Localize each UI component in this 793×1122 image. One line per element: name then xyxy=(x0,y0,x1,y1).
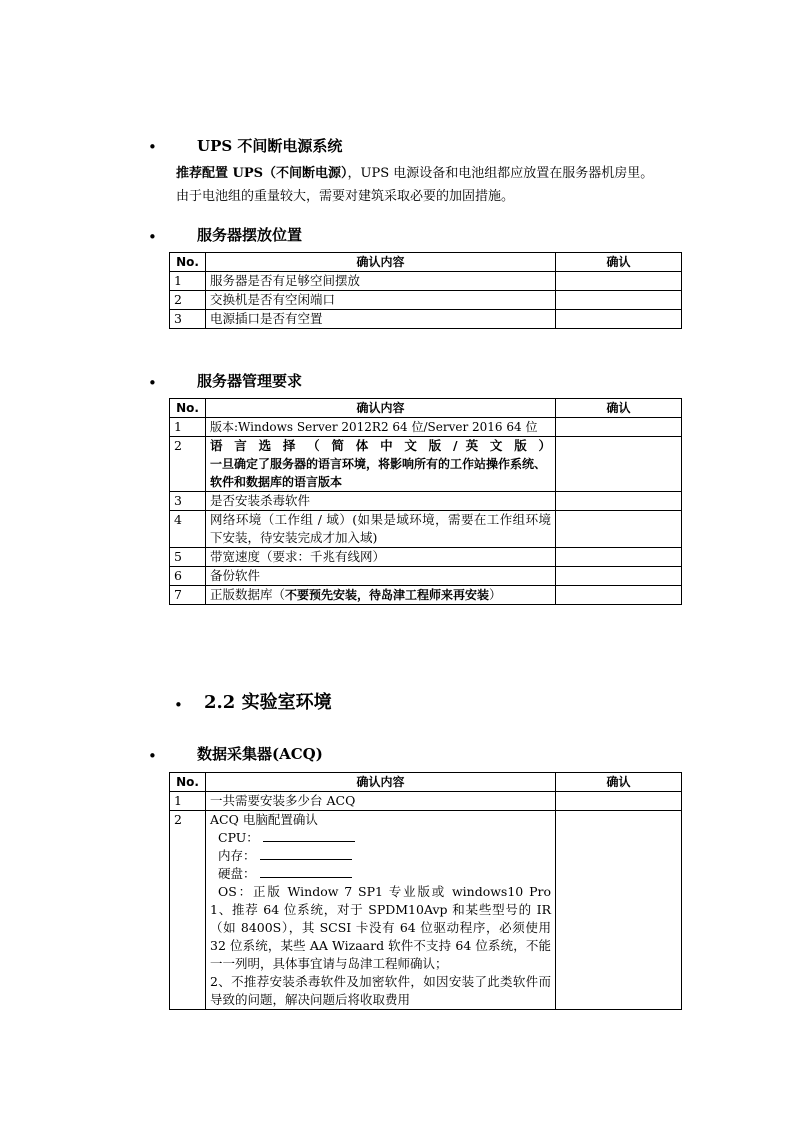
memory-line xyxy=(210,847,551,865)
disk-blank[interactable] xyxy=(260,865,352,878)
placement-table xyxy=(169,252,682,329)
acq-table xyxy=(169,772,682,1010)
row-no: 3 xyxy=(170,310,206,329)
row-no: 6 xyxy=(170,567,206,586)
row-no: 1 xyxy=(170,792,206,811)
row-no: 7 xyxy=(170,586,206,605)
header-no: No. xyxy=(170,253,206,272)
header-no: No. xyxy=(170,773,206,792)
row-confirm-cell[interactable] xyxy=(556,567,682,586)
mgmt-table xyxy=(169,398,682,605)
bullet: • xyxy=(148,374,157,392)
table-row xyxy=(170,586,682,605)
row-no: 2 xyxy=(170,291,206,310)
row-content xyxy=(206,811,556,1010)
row-content: 服务器是否有足够空间摆放 xyxy=(206,272,556,291)
row-confirm-cell[interactable] xyxy=(556,437,682,492)
table-row xyxy=(170,310,682,329)
memory-label: 内存： xyxy=(218,848,256,863)
mgmt-heading: 服务器管理要求 xyxy=(197,372,303,390)
bullet: • xyxy=(148,747,157,765)
table-row xyxy=(170,792,682,811)
row-confirm-cell[interactable] xyxy=(556,792,682,811)
table-row xyxy=(170,548,682,567)
table-row xyxy=(170,567,682,586)
table-row xyxy=(170,418,682,437)
row-content: 版本:Windows Server 2012R2 64 位/Server 2016 64 位 xyxy=(206,418,556,437)
row-no: 1 xyxy=(170,272,206,291)
acq-note-2: 2、不推荐安装杀毒软件及加密软件，如因安装了此类软件而导致的问题，解决问题后将收取费用 xyxy=(210,974,551,1007)
table-row xyxy=(170,811,682,1010)
database-warning: 不要预先安装，待岛津工程师来再安装 xyxy=(285,588,490,602)
row-content: 备份软件 xyxy=(206,567,556,586)
row-confirm-cell[interactable] xyxy=(556,418,682,437)
row-confirm-cell[interactable] xyxy=(556,291,682,310)
table-row xyxy=(170,291,682,310)
table-row xyxy=(170,272,682,291)
bullet: • xyxy=(148,228,157,246)
ups-line-1-rest: ，UPS 电源设备和电池组都应放置在服务器机房里。 xyxy=(347,166,654,181)
table-row xyxy=(170,511,682,548)
row-no: 5 xyxy=(170,548,206,567)
row-content xyxy=(206,437,556,492)
row-content xyxy=(206,586,556,605)
header-content: 确认内容 xyxy=(206,399,556,418)
row-confirm-cell[interactable] xyxy=(556,511,682,548)
cpu-blank[interactable] xyxy=(263,829,355,842)
disk-line xyxy=(210,865,551,883)
table-row xyxy=(170,492,682,511)
table-header-row xyxy=(170,773,682,792)
header-content: 确认内容 xyxy=(206,773,556,792)
table-header-row xyxy=(170,399,682,418)
bullet: • xyxy=(174,696,183,714)
disk-label: 硬盘： xyxy=(218,866,256,881)
os-line: OS：正版 Window 7 SP1 专业版或 windows10 Pro xyxy=(218,884,551,899)
row-confirm-cell[interactable] xyxy=(556,586,682,605)
row-content: 交换机是否有空闲端口 xyxy=(206,291,556,310)
row-content: 电源插口是否有空置 xyxy=(206,310,556,329)
row-content: 带宽速度（要求：千兆有线网） xyxy=(206,548,556,567)
ups-paragraph xyxy=(176,162,696,208)
bullet: • xyxy=(148,138,157,156)
row-no: 4 xyxy=(170,511,206,548)
row-confirm-cell[interactable] xyxy=(556,272,682,291)
ups-line-2: 由于电池组的重量较大，需要对建筑采取必要的加固措施。 xyxy=(176,189,515,204)
header-content: 确认内容 xyxy=(206,253,556,272)
table-header-row xyxy=(170,253,682,272)
lab-heading: 2.2 实验室环境 xyxy=(204,692,332,713)
placement-heading: 服务器摆放位置 xyxy=(197,226,303,244)
database-label: 正版数据库（ xyxy=(210,587,286,602)
row-confirm-cell[interactable] xyxy=(556,548,682,567)
row-confirm-cell[interactable] xyxy=(556,492,682,511)
row-confirm-cell[interactable] xyxy=(556,811,682,1010)
row-no: 2 xyxy=(170,437,206,492)
ups-line-1 xyxy=(176,162,696,185)
acq-note-1: 1、推荐 64 位系统，对于 SPDM10Avp 和某些型号的 IR（如 8400S），其 SCSI 卡没有 64 位驱动程序，必须使用 32 位系统，某些 AA Wizaard 软件不支持 64 位系统，不能一一列明，具体事宜请与岛津工程师确认； xyxy=(210,902,551,971)
language-note: 一旦确定了服务器的语言环境，将影响所有的工作站操作系统、软件和数据库的语言版本 xyxy=(210,457,547,489)
table-row xyxy=(170,437,682,492)
memory-blank[interactable] xyxy=(260,847,352,860)
header-no: No. xyxy=(170,399,206,418)
acq-config-title: ACQ 电脑配置确认 xyxy=(210,812,318,827)
database-close: ） xyxy=(489,587,502,602)
header-confirm: 确认 xyxy=(556,399,682,418)
header-confirm: 确认 xyxy=(556,773,682,792)
header-confirm: 确认 xyxy=(556,253,682,272)
row-no: 1 xyxy=(170,418,206,437)
row-content: 网络环境（工作组 / 域）(如果是域环境，需要在工作组环境下安装，待安装完成才加入域) xyxy=(206,511,556,548)
row-no: 2 xyxy=(170,811,206,1010)
cpu-line xyxy=(210,829,551,847)
row-content: 一共需要安装多少台 ACQ xyxy=(206,792,556,811)
cpu-label: CPU： xyxy=(218,830,259,845)
ups-heading: UPS 不间断电源系统 xyxy=(197,137,343,155)
row-content: 是否安装杀毒软件 xyxy=(206,492,556,511)
row-confirm-cell[interactable] xyxy=(556,310,682,329)
row-no: 3 xyxy=(170,492,206,511)
language-choice: 语 言 选 择 （ 简 体 中 文 版 / 英 文 版 ） xyxy=(210,438,551,453)
ups-recommend-bold: 推荐配置 UPS（不间断电源） xyxy=(176,166,348,181)
acq-heading: 数据采集器(ACQ) xyxy=(197,745,323,763)
